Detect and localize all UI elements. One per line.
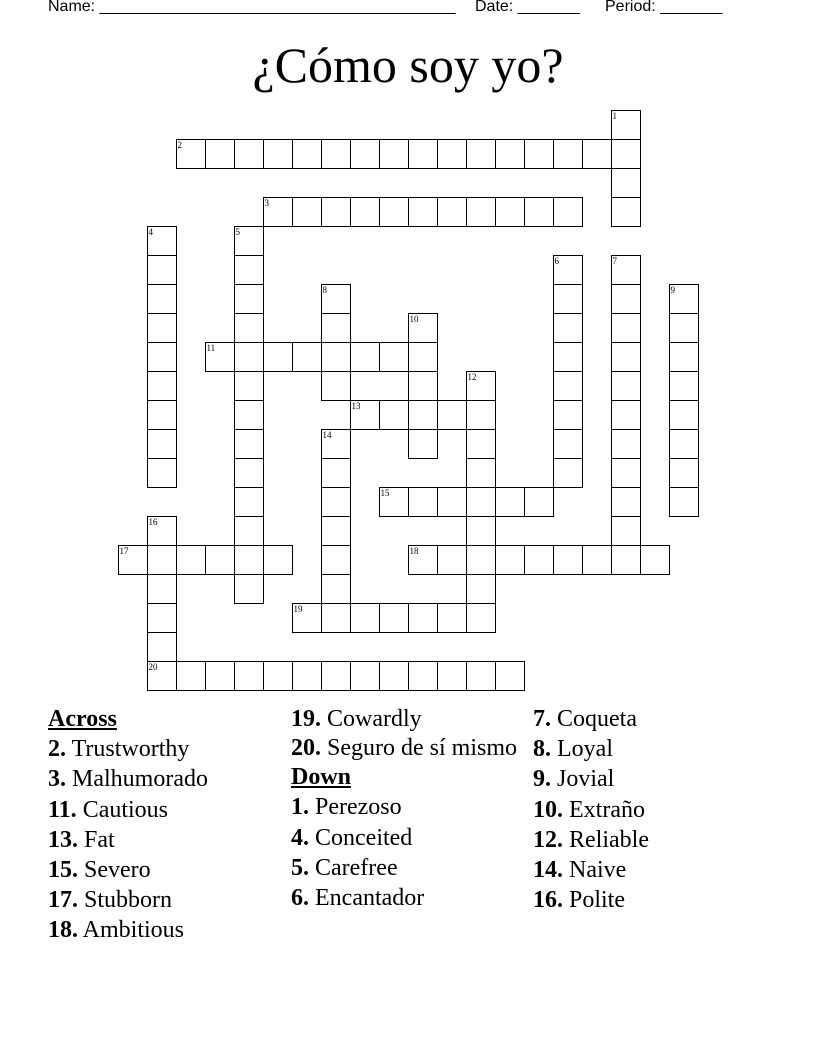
clue-down-16: 16. Polite: [533, 887, 626, 914]
grid-cell[interactable]: [466, 139, 496, 169]
grid-cell[interactable]: [147, 574, 177, 604]
grid-cell[interactable]: [350, 603, 380, 633]
clue-down-7: 7. Coqueta: [533, 706, 637, 732]
grid-cell[interactable]: [408, 661, 438, 691]
grid-cell[interactable]: [466, 429, 496, 459]
grid-cell[interactable]: [495, 545, 525, 575]
grid-cell[interactable]: [321, 458, 351, 488]
grid-cell[interactable]: [147, 313, 177, 343]
grid-cell[interactable]: [263, 139, 293, 169]
clues-column-3: [533, 704, 773, 915]
grid-cell[interactable]: [350, 342, 380, 372]
grid-cell[interactable]: [234, 139, 264, 169]
grid-cell[interactable]: [611, 429, 641, 459]
grid-cell[interactable]: [611, 255, 641, 285]
date-field[interactable]: Date: _______: [475, 0, 580, 15]
clue-down-10: 10. Extraño: [533, 796, 645, 823]
cell-number: 13: [351, 400, 361, 411]
grid-cell[interactable]: [553, 545, 583, 575]
grid-cell[interactable]: [379, 661, 409, 691]
grid-cell[interactable]: [205, 545, 235, 575]
grid-cell[interactable]: [234, 429, 264, 459]
cell-number: 5: [235, 226, 240, 237]
grid-cell[interactable]: [553, 139, 583, 169]
grid-cell[interactable]: [321, 516, 351, 546]
grid-cell[interactable]: [321, 574, 351, 604]
grid-cell[interactable]: [611, 400, 641, 430]
grid-cell[interactable]: [379, 342, 409, 372]
grid-cell[interactable]: [350, 661, 380, 691]
grid-cell[interactable]: [437, 661, 467, 691]
cell-number: 2: [177, 139, 182, 150]
grid-cell[interactable]: [437, 139, 467, 169]
grid-cell[interactable]: [263, 197, 293, 227]
grid-cell[interactable]: [466, 574, 496, 604]
clue-across-2: 2. Trustworthy: [48, 736, 190, 763]
grid-cell[interactable]: [379, 197, 409, 227]
grid-cell[interactable]: [147, 342, 177, 372]
grid-cell[interactable]: [147, 458, 177, 488]
grid-cell[interactable]: [350, 139, 380, 169]
grid-cell[interactable]: [292, 139, 322, 169]
grid-cell[interactable]: [524, 487, 554, 517]
grid-cell[interactable]: [350, 197, 380, 227]
cell-number: 18: [409, 545, 419, 556]
grid-cell[interactable]: [611, 197, 641, 227]
grid-cell[interactable]: [582, 139, 612, 169]
grid-cell[interactable]: [379, 603, 409, 633]
grid-cell[interactable]: [234, 255, 264, 285]
grid-cell[interactable]: [553, 458, 583, 488]
grid-cell[interactable]: [379, 400, 409, 430]
grid-cell[interactable]: [437, 603, 467, 633]
grid-cell[interactable]: [437, 197, 467, 227]
grid-cell[interactable]: [466, 487, 496, 517]
grid-cell[interactable]: [611, 110, 641, 140]
grid-cell[interactable]: [408, 400, 438, 430]
grid-cell[interactable]: [669, 313, 699, 343]
grid-cell[interactable]: [321, 429, 351, 459]
grid-cell[interactable]: [408, 487, 438, 517]
grid-cell[interactable]: [553, 313, 583, 343]
cell-number: 8: [322, 284, 327, 295]
grid-cell[interactable]: [553, 342, 583, 372]
grid-cell[interactable]: [669, 400, 699, 430]
grid-cell[interactable]: [147, 516, 177, 546]
grid-cell[interactable]: [379, 487, 409, 517]
grid-cell[interactable]: [234, 400, 264, 430]
grid-cell[interactable]: [408, 603, 438, 633]
grid-cell[interactable]: [553, 400, 583, 430]
grid-cell[interactable]: [147, 400, 177, 430]
clues-column-1: [48, 704, 283, 946]
grid-cell[interactable]: [234, 545, 264, 575]
grid-cell[interactable]: [408, 545, 438, 575]
down-heading: Down: [291, 764, 352, 791]
grid-cell[interactable]: [205, 139, 235, 169]
grid-cell[interactable]: [408, 371, 438, 401]
page-title: ¿Cómo soy yo?: [252, 37, 564, 93]
clue-down-1: 1. Perezoso: [291, 794, 402, 821]
grid-cell[interactable]: [321, 661, 351, 691]
grid-cell[interactable]: [147, 545, 177, 575]
grid-cell[interactable]: [495, 661, 525, 691]
grid-cell[interactable]: [408, 342, 438, 372]
grid-cell[interactable]: [611, 342, 641, 372]
grid-cell[interactable]: [466, 371, 496, 401]
grid-cell[interactable]: [292, 603, 322, 633]
grid-cell[interactable]: [611, 284, 641, 314]
grid-cell[interactable]: [524, 197, 554, 227]
cell-number: 17: [119, 545, 129, 556]
cell-number: 20: [148, 661, 158, 672]
grid-cell[interactable]: [553, 284, 583, 314]
grid-cell[interactable]: [292, 342, 322, 372]
clue-across-11: 11. Cautious: [48, 796, 169, 823]
grid-cell[interactable]: [466, 603, 496, 633]
grid-cell[interactable]: [234, 284, 264, 314]
grid-cell[interactable]: [553, 371, 583, 401]
grid-cell[interactable]: [669, 371, 699, 401]
period-field[interactable]: Period: _______: [605, 0, 723, 15]
grid-cell[interactable]: [234, 342, 264, 372]
cell-number: 19: [293, 603, 303, 614]
grid-cell[interactable]: [147, 371, 177, 401]
grid-cell[interactable]: [495, 139, 525, 169]
grid-cell[interactable]: [611, 168, 641, 198]
grid-cell[interactable]: [147, 429, 177, 459]
cell-number: 15: [380, 487, 390, 498]
grid-cell[interactable]: [292, 661, 322, 691]
grid-cell[interactable]: [321, 284, 351, 314]
grid-cell[interactable]: [234, 313, 264, 343]
grid-cell[interactable]: [611, 139, 641, 169]
grid-cell[interactable]: [611, 516, 641, 546]
grid-cell[interactable]: [147, 284, 177, 314]
grid-cell[interactable]: [234, 487, 264, 517]
grid-cell[interactable]: [234, 661, 264, 691]
grid-cell[interactable]: [466, 516, 496, 546]
grid-cell[interactable]: [466, 458, 496, 488]
clue-across-20: 20. Seguro de sí mismo: [291, 735, 517, 762]
cell-number: 4: [148, 226, 153, 237]
grid-cell[interactable]: [292, 197, 322, 227]
clue-down-14: 14. Naive: [533, 857, 627, 884]
grid-cell[interactable]: [669, 342, 699, 372]
grid-cell[interactable]: [234, 226, 264, 256]
grid-cell[interactable]: [611, 371, 641, 401]
cell-number: 11: [206, 342, 216, 353]
grid-cell[interactable]: [350, 400, 380, 430]
grid-cell[interactable]: [553, 197, 583, 227]
grid-cell[interactable]: [611, 313, 641, 343]
grid-cell[interactable]: [118, 545, 148, 575]
grid-cell[interactable]: [321, 342, 351, 372]
grid-cell[interactable]: [321, 603, 351, 633]
grid-cell[interactable]: [263, 661, 293, 691]
grid-cell[interactable]: [582, 545, 612, 575]
clue-across-19: 19. Cowardly: [291, 706, 422, 732]
clue-down-9: 9. Jovial: [533, 766, 615, 793]
cell-number: 6: [554, 255, 559, 266]
name-field[interactable]: Name: ________________________________________: [48, 0, 456, 15]
cell-number: 3: [264, 197, 269, 208]
grid-cell[interactable]: [553, 429, 583, 459]
grid-cell[interactable]: [321, 487, 351, 517]
grid-cell[interactable]: [263, 342, 293, 372]
grid-cell[interactable]: [176, 545, 206, 575]
cell-number: 7: [612, 255, 617, 266]
grid-cell[interactable]: [234, 516, 264, 546]
across-heading: Across: [48, 706, 117, 732]
grid-cell[interactable]: [408, 429, 438, 459]
clue-across-17: 17. Stubborn: [48, 887, 173, 914]
clue-across-18: 18. Ambitious: [48, 917, 185, 944]
grid-cell[interactable]: [466, 197, 496, 227]
grid-cell[interactable]: [669, 284, 699, 314]
grid-cell[interactable]: [495, 487, 525, 517]
grid-cell[interactable]: [205, 661, 235, 691]
grid-cell[interactable]: [669, 487, 699, 517]
grid-cell[interactable]: [437, 545, 467, 575]
grid-cell[interactable]: [147, 255, 177, 285]
grid-cell[interactable]: [669, 429, 699, 459]
cell-number: 16: [148, 516, 158, 527]
grid-cell[interactable]: [321, 545, 351, 575]
clues-column-2: [291, 704, 526, 913]
grid-cell[interactable]: [611, 545, 641, 575]
grid-cell[interactable]: [408, 313, 438, 343]
cell-number: 10: [409, 313, 419, 324]
cell-number: 12: [467, 371, 477, 382]
clue-down-8: 8. Loyal: [533, 736, 613, 763]
grid-cell[interactable]: [495, 197, 525, 227]
grid-cell[interactable]: [321, 197, 351, 227]
grid-cell[interactable]: [176, 139, 206, 169]
grid-cell[interactable]: [611, 458, 641, 488]
grid-cell[interactable]: [379, 139, 409, 169]
grid-cell[interactable]: [263, 545, 293, 575]
grid-cell[interactable]: [205, 342, 235, 372]
grid-cell[interactable]: [147, 603, 177, 633]
grid-cell[interactable]: [524, 139, 554, 169]
grid-cell[interactable]: [321, 371, 351, 401]
cell-number: 9: [670, 284, 675, 295]
grid-cell[interactable]: [669, 458, 699, 488]
grid-cell[interactable]: [234, 574, 264, 604]
grid-cell[interactable]: [234, 371, 264, 401]
grid-cell[interactable]: [466, 661, 496, 691]
grid-cell[interactable]: [466, 400, 496, 430]
cell-number: 1: [612, 110, 617, 121]
clue-down-12: 12. Reliable: [533, 826, 649, 853]
grid-cell[interactable]: [437, 487, 467, 517]
clue-down-4: 4. Conceited: [291, 824, 413, 851]
grid-cell[interactable]: [147, 661, 177, 691]
grid-cell[interactable]: [321, 139, 351, 169]
grid-cell[interactable]: [176, 661, 206, 691]
clue-down-6: 6. Encantador: [291, 885, 425, 912]
grid-cell[interactable]: [321, 313, 351, 343]
grid-cell[interactable]: [611, 487, 641, 517]
cell-number: 14: [322, 429, 332, 440]
clue-down-5: 5. Carefree: [291, 854, 398, 881]
grid-cell[interactable]: [408, 139, 438, 169]
clue-across-15: 15. Severo: [48, 857, 151, 884]
grid-cell[interactable]: [437, 400, 467, 430]
grid-cell[interactable]: [147, 226, 177, 256]
grid-cell[interactable]: [524, 545, 554, 575]
grid-cell[interactable]: [640, 545, 670, 575]
grid-cell[interactable]: [408, 197, 438, 227]
clue-across-3: 3. Malhumorado: [48, 766, 208, 793]
grid-cell[interactable]: [553, 255, 583, 285]
grid-cell[interactable]: [147, 632, 177, 662]
clue-across-13: 13. Fat: [48, 826, 115, 853]
grid-cell[interactable]: [234, 458, 264, 488]
grid-cell[interactable]: [466, 545, 496, 575]
